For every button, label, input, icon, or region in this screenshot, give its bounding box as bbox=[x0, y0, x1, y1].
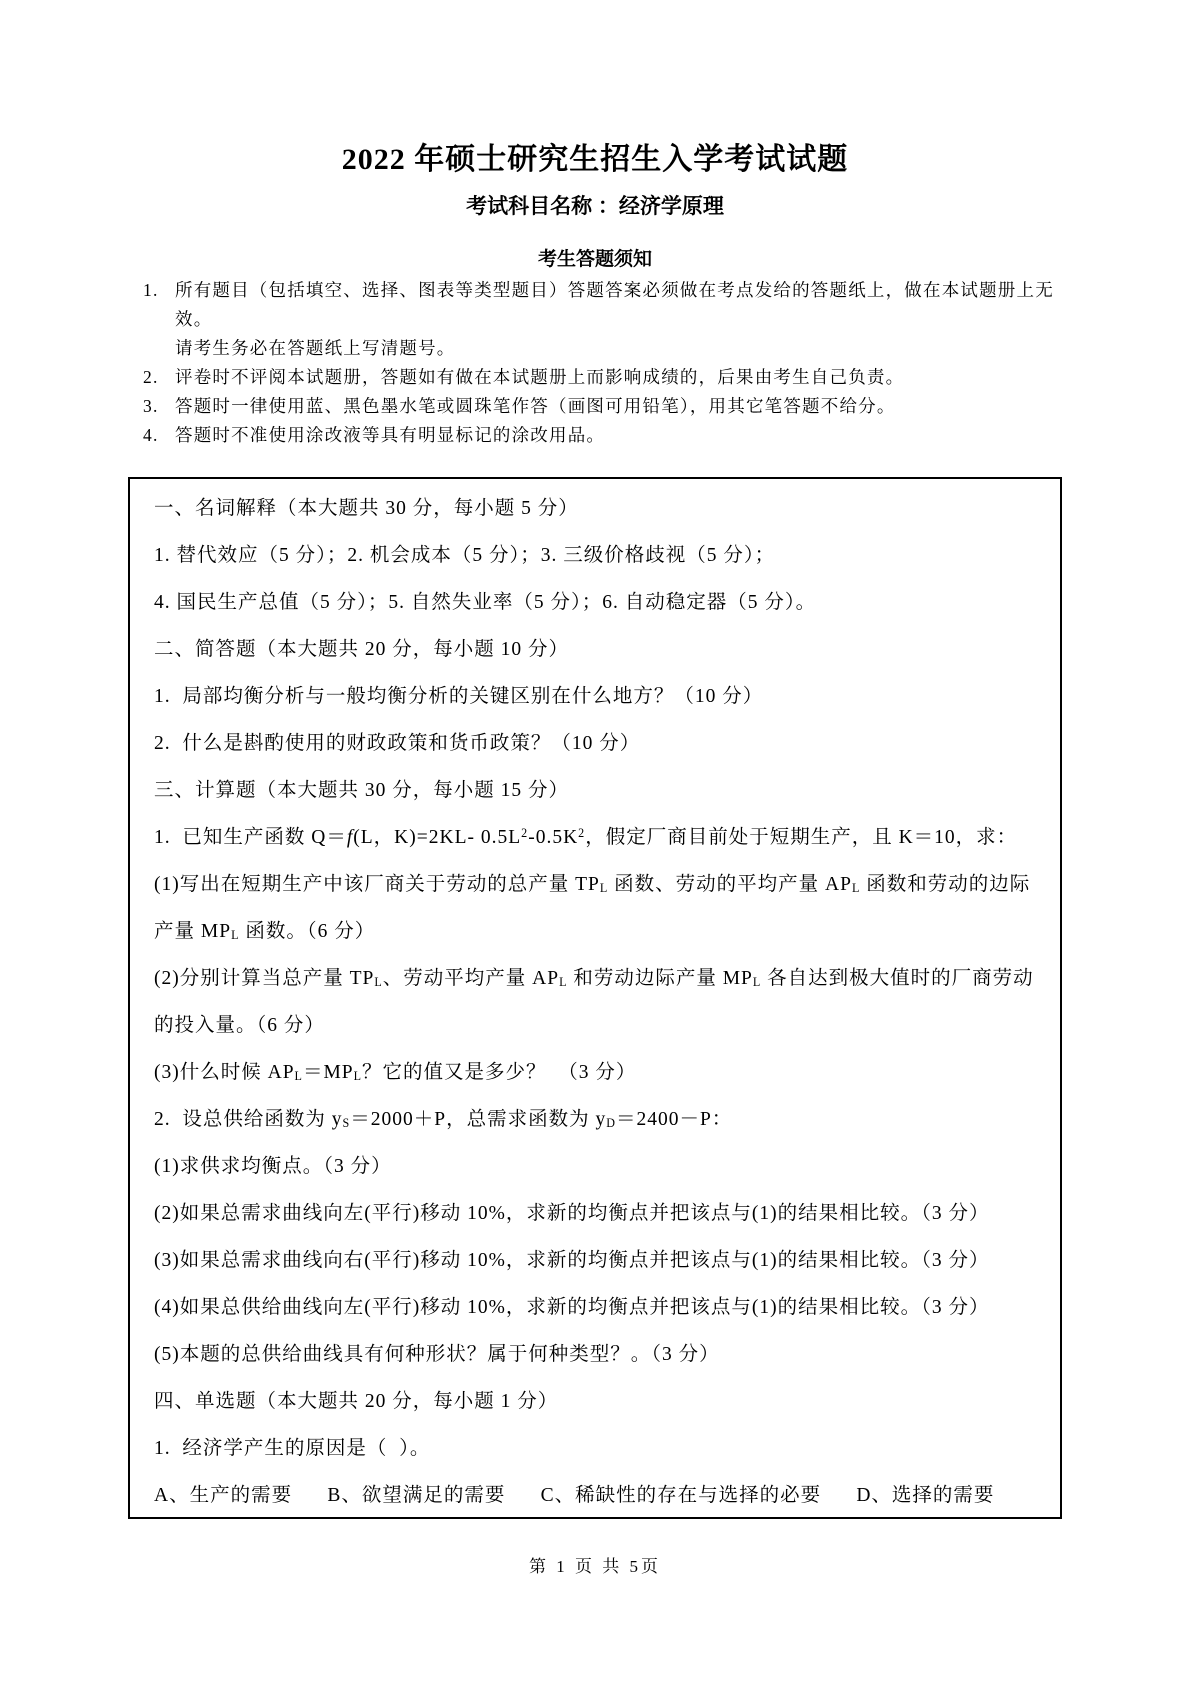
question-line: (1)写出在短期生产中该厂商关于劳动的总产量 $TP_L$ 函数、劳动的平均产量 $AP_L$ 函数和劳动的边际 bbox=[154, 874, 1031, 896]
question-line: 2. 什么是斟酌使用的财政政策和货币政策？（10 分） bbox=[154, 733, 641, 754]
question-line: 二、简答题（本大题共 20 分，每小题 10 分） bbox=[154, 639, 570, 660]
question-line: 产量 $MP_L$ 函数。（6 分） bbox=[154, 921, 376, 943]
notice-item bbox=[143, 421, 1062, 450]
exam-subject-line: 考试科目名称 ：经济学原理 bbox=[466, 195, 724, 218]
question-line: 的投入量。（6 分） bbox=[154, 1015, 325, 1036]
notice-item-number: 2. bbox=[143, 367, 159, 387]
question-line: 三、计算题（本大题共 30 分，每小题 15 分） bbox=[154, 780, 570, 801]
page-title: 2022 年硕士研究生招生入学考试试题 bbox=[341, 143, 849, 176]
question-line: 1. 替代效应（5 分）；2. 机会成本（5 分）；3. 三级价格歧视（5 分）； bbox=[154, 545, 776, 566]
questions-box bbox=[128, 477, 1062, 1519]
notice-item bbox=[143, 363, 1062, 392]
notice-item bbox=[143, 392, 1062, 421]
notice-item-text: 答题时不准使用涂改液等具有明显标记的涂改用品。 bbox=[175, 425, 606, 445]
notice-item-number: 4. bbox=[143, 425, 159, 445]
exam-content bbox=[128, 142, 1062, 1519]
notice-heading: 考生答题须知 bbox=[537, 249, 652, 270]
question-line: 1. 局部均衡分析与一般均衡分析的关键区别在什么地方？（10 分） bbox=[154, 686, 764, 707]
notice-item-text: 评卷时不评阅本试题册，答题如有做在本试题册上而影响成绩的，后果由考生自己负责。 bbox=[175, 367, 905, 387]
question-line: 2. 设总供给函数为 $y_S=2000+P$，总需求函数为 $y_D=2400-P$： bbox=[154, 1109, 733, 1131]
question-line: 1. 经济学产生的原因是（ ）。 bbox=[154, 1438, 431, 1459]
question-line: A、生产的需要 B、欲望满足的需要 C、稀缺性的存在与选择的必要 D、选择的需要 bbox=[154, 1485, 995, 1506]
notice-item-number: 1. bbox=[143, 280, 159, 300]
notice-item-text: 所有题目（包括填空、选择、图表等类型题目）答题答案必须做在考点发给的答题纸上，做在本试题册上无效。 请考生务必在答题纸上写清题号。 bbox=[175, 280, 1054, 358]
question-line: (5)本题的总供给曲线具有何种形状？属于何种类型？。（3 分） bbox=[154, 1344, 720, 1365]
notice-item bbox=[143, 276, 1062, 363]
question-line: 四、单选题（本大题共 20 分，每小题 1 分） bbox=[154, 1391, 559, 1412]
question-line: 一、名词解释（本大题共 30 分，每小题 5 分） bbox=[154, 498, 579, 519]
question-line: 4. 国民生产总值（5 分）；5. 自然失业率（5 分）；6. 自动稳定器（5 分）。 bbox=[154, 592, 817, 613]
notice-item-text: 答题时一律使用蓝、黑色墨水笔或圆珠笔作答（画图可用铅笔），用其它笔答题不给分。 bbox=[175, 396, 896, 416]
question-line: (3)什么时候 $AP_L=MP_L$？它的值又是多少？ （3 分） bbox=[154, 1062, 637, 1084]
notice-item-number: 3. bbox=[143, 396, 159, 416]
notice-list bbox=[143, 276, 1062, 450]
question-line: (4)如果总供给曲线向左(平行)移动 10%，求新的均衡点并把该点与(1)的结果相比较。（3 分） bbox=[154, 1297, 990, 1318]
question-line: (1)求供求均衡点。（3 分） bbox=[154, 1156, 392, 1177]
question-line: 1. 已知生产函数 Q＝f(L，K)=2KL- $0.5L^2-0.5K^2$，假定厂商目前处于短期生产，且 K＝10，求： bbox=[154, 825, 1018, 848]
question-line: (3)如果总需求曲线向右(平行)移动 10%，求新的均衡点并把该点与(1)的结果相比较。（3 分） bbox=[154, 1250, 990, 1271]
question-line: (2)如果总需求曲线向左(平行)移动 10%，求新的均衡点并把该点与(1)的结果相比较。（3 分） bbox=[154, 1203, 990, 1224]
question-line: (2)分别计算当总产量 $TP_L$、劳动平均产量 $AP_L$ 和劳动边际产量 $MP_L$ 各自达到极大值时的厂商劳动 bbox=[154, 968, 1034, 990]
question-lines bbox=[154, 485, 1036, 1519]
page-footer: 第 1 页 共 5页 bbox=[529, 1557, 661, 1576]
